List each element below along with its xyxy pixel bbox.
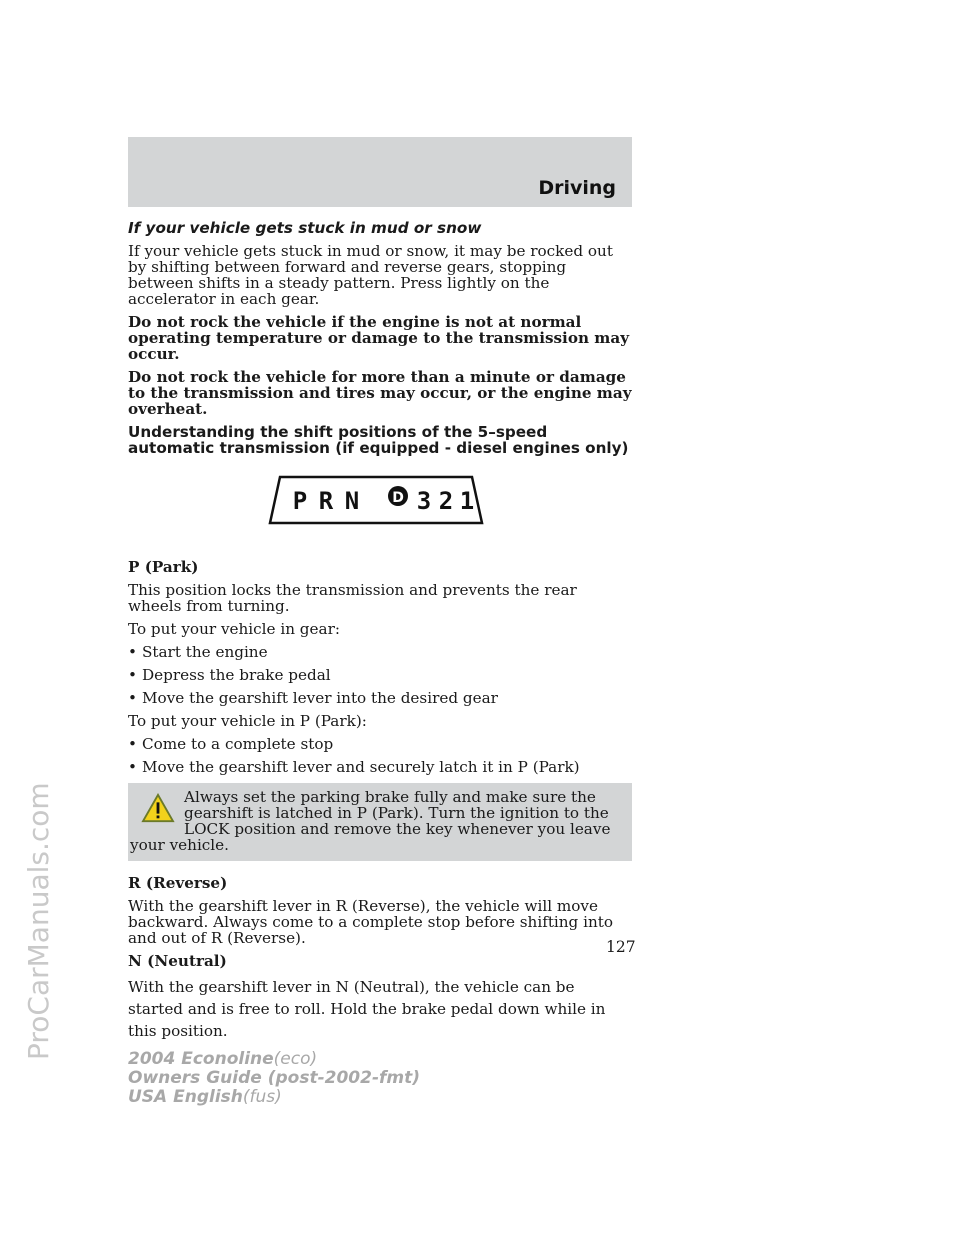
- bullet-icon: •: [128, 689, 137, 707]
- gear-R: R: [318, 487, 334, 515]
- watermark: ProCarManuals.com: [22, 782, 55, 1060]
- park-paragraph: This position locks the transmission and prevents the rear wheels from turning.: [128, 581, 577, 615]
- shift-heading: Understanding the shift positions of the 5–speed automatic transmission (if equipped - diesel engines only): [128, 423, 629, 457]
- neutral-heading: N (Neutral): [128, 952, 227, 970]
- footer-line-1: 2004 Econoline(eco): [128, 1049, 318, 1069]
- footer: [128, 1050, 420, 1107]
- shift-indicator-graphic: [268, 475, 488, 527]
- warning-triangle-icon: [140, 793, 176, 823]
- list-item: • Move the gearshift lever and securely latch it in P (Park): [128, 758, 580, 776]
- park-heading: P (Park): [128, 558, 199, 576]
- footer-line-2: Owners Guide (post-2002-fmt): [128, 1068, 421, 1088]
- gear-3: 3: [416, 487, 432, 515]
- section-title: Driving: [538, 177, 616, 199]
- warning-text: Always set the parking brake fully and make sure the gearshift is latched in P (Park). Turn the ignition to the LOCK position and remove the key whenever you leave your vehicle.: [130, 788, 611, 854]
- page-number: 127: [606, 938, 636, 956]
- stuck-caution-2: Do not rock the vehicle for more than a minute or damage to the transmission and tires may occur, or the engine may overheat.: [128, 368, 632, 418]
- list-item: • Come to a complete stop: [128, 735, 334, 753]
- bullet-icon: •: [128, 758, 137, 776]
- reverse-heading: R (Reverse): [128, 874, 228, 892]
- footer-line-3: USA English(fus): [128, 1087, 282, 1107]
- gear-1: 1: [459, 487, 475, 515]
- warning-box: [128, 783, 632, 861]
- list-item: • Depress the brake pedal: [128, 666, 331, 684]
- gear-intro: To put your vehicle in gear:: [128, 620, 340, 638]
- shift-indicator: [128, 463, 632, 559]
- reverse-paragraph: With the gearshift lever in R (Reverse), the vehicle will move backward. Always come to a complete stop before shifting into and out of R (Reverse).: [128, 897, 613, 947]
- stuck-heading: If your vehicle gets stuck in mud or snow: [128, 219, 482, 237]
- stuck-paragraph: If your vehicle gets stuck in mud or snow, it may be rocked out by shifting between forward and reverse gears, stopping between shifts in a steady pattern. Press lightly on the accelerator in each gear.: [128, 242, 613, 308]
- gear-D: D: [392, 490, 404, 506]
- park-intro: To put your vehicle in P (Park):: [128, 712, 367, 730]
- bullet-icon: •: [128, 643, 137, 661]
- list-item: • Move the gearshift lever into the desired gear: [128, 689, 498, 707]
- list-item: • Start the engine: [128, 643, 268, 661]
- gear-N: N: [344, 487, 360, 515]
- stuck-caution-1: Do not rock the vehicle if the engine is not at normal operating temperature or damage to the transmission may occur.: [128, 313, 630, 363]
- bullet-icon: •: [128, 735, 137, 753]
- gear-2: 2: [438, 487, 454, 515]
- bullet-icon: •: [128, 666, 137, 684]
- gear-P: P: [292, 487, 308, 515]
- header-band: [128, 137, 632, 207]
- page-content: [128, 220, 632, 1049]
- neutral-paragraph: With the gearshift lever in N (Neutral), the vehicle can be started and is free to roll. Hold the brake pedal down while in this position.: [128, 978, 606, 1040]
